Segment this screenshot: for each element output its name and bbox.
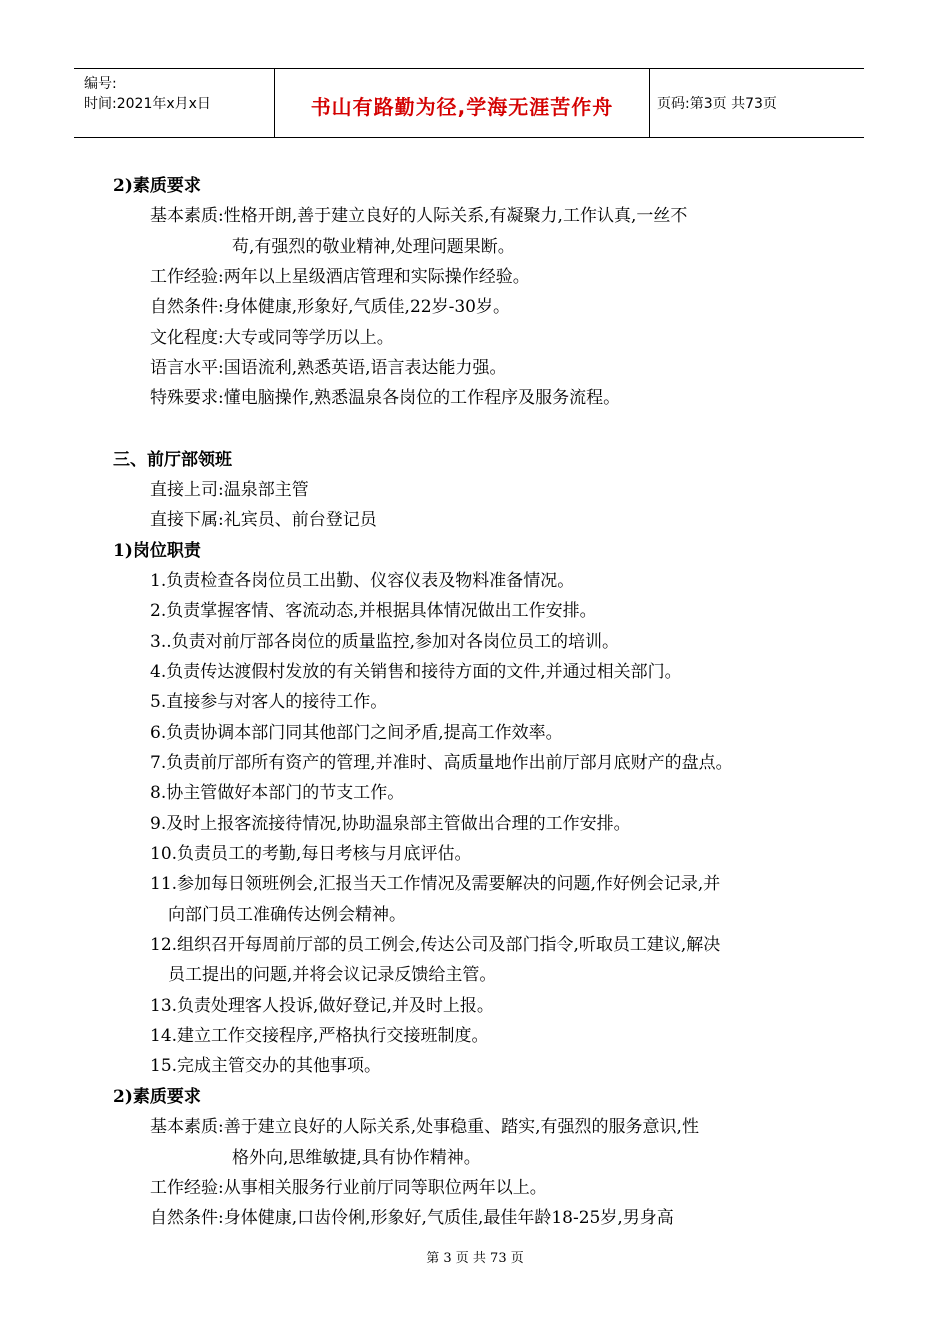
direct-superior: 直接上司:温泉部主管 <box>150 480 309 500</box>
duty-item-12-line1: 12.组织召开每周前厅部的员工例会,传达公司及部门指令,听取员工建议,解决 <box>150 935 721 955</box>
page-code: 页码:第3页 共73页 <box>657 96 777 112</box>
duty-item: 3..负责对前厅部各岗位的质量监控,参加对各岗位员工的培训。 <box>150 632 620 652</box>
basic-quality-2-label: 基本素质: <box>150 1117 224 1137</box>
header-table <box>74 68 864 138</box>
basic-quality-2-text1: 善于建立良好的人际关系,处事稳重、踏实,有强烈的服务意识,性 <box>223 1117 699 1137</box>
direct-subordinate: 直接下属:礼宾员、前台登记员 <box>150 510 377 530</box>
duty-item: 9.及时上报客流接待情况,协助温泉部主管做出合理的工作安排。 <box>150 814 631 834</box>
duty-item: 10.负责员工的考勤,每日考核与月底评估。 <box>150 844 472 864</box>
quality-heading-2: 2)素质要求 <box>113 1087 201 1107</box>
duty-item: 1.负责检查各岗位员工出勤、仪容仪表及物料准备情况。 <box>150 571 575 591</box>
header-left-cell <box>74 69 274 137</box>
basic-quality-text1: 性格开朗,善于建立良好的人际关系,有凝聚力,工作认真,一丝不 <box>223 206 688 226</box>
natural-conditions: 自然条件:身体健康,形象好,气质佳,22岁-30岁。 <box>150 297 510 317</box>
basic-quality-2-line2: 格外向,思维敏捷,具有协作精神。 <box>232 1148 481 1168</box>
duty-item-13: 13.负责处理客人投诉,做好登记,并及时上报。 <box>150 996 494 1016</box>
duty-item: 6.负责协调本部门同其他部门之间矛盾,提高工作效率。 <box>150 723 563 743</box>
duties-heading: 1)岗位职责 <box>113 541 201 561</box>
basic-quality-line2: 苟,有强烈的敬业精神,处理问题果断。 <box>232 237 515 257</box>
header-page-cell <box>649 69 864 137</box>
work-experience-2: 工作经验:从事相关服务行业前厅同等职位两年以上。 <box>150 1178 547 1198</box>
language-level: 语言水平:国语流利,熟悉英语,语言表达能力强。 <box>150 358 507 378</box>
basic-quality-line1 <box>150 204 687 228</box>
duty-item: 2.负责掌握客情、客流动态,并根据具体情况做出工作安排。 <box>150 601 597 621</box>
natural-conditions-2-label: 自然条件: <box>150 1208 224 1228</box>
duty-item-12-line2: 员工提出的问题,并将会议记录反馈给主管。 <box>168 965 497 985</box>
duty-item: 7.负责前厅部所有资产的管理,并准时、高质量地作出前厅部月底财产的盘点。 <box>150 753 733 773</box>
page-footer: 第 3 页 共 73 页 <box>426 1251 524 1266</box>
work-experience: 工作经验:两年以上星级酒店管理和实际操作经验。 <box>150 267 530 287</box>
education-level: 文化程度:大专或同等学历以上。 <box>150 328 394 348</box>
duty-item-11-line1: 11.参加每日领班例会,汇报当天工作情况及需要解决的问题,作好例会记录,并 <box>150 874 721 894</box>
header-motto-cell <box>274 69 650 137</box>
duty-item: 8.协主管做好本部门的节支工作。 <box>150 783 405 803</box>
duty-item-15: 15.完成主管交办的其他事项。 <box>150 1056 382 1076</box>
number-label: 编号: <box>84 76 117 92</box>
time-label: 时间:2021年x月x日 <box>84 96 211 112</box>
basic-quality-label: 基本素质: <box>150 206 224 226</box>
duty-item-14: 14.建立工作交接程序,严格执行交接班制度。 <box>150 1026 489 1046</box>
section3-heading: 三、前厅部领班 <box>113 450 232 470</box>
special-requirements: 特殊要求:懂电脑操作,熟悉温泉各岗位的工作程序及服务流程。 <box>150 388 621 408</box>
duty-item: 4.负责传达渡假村发放的有关销售和接待方面的文件,并通过相关部门。 <box>150 662 682 682</box>
quality-heading: 2)素质要求 <box>113 176 201 196</box>
natural-conditions-2-text: 身体健康,口齿伶俐,形象好,气质佳,最佳年龄18-25岁,男身高 <box>223 1208 674 1228</box>
motto: 书山有路勤为径,学海无涯苦作舟 <box>310 95 614 119</box>
natural-conditions-2 <box>150 1206 674 1230</box>
duty-item-11-line2: 向部门员工准确传达例会精神。 <box>168 905 406 925</box>
basic-quality-2-line1 <box>150 1115 699 1139</box>
duty-item: 5.直接参与对客人的接待工作。 <box>150 692 388 712</box>
